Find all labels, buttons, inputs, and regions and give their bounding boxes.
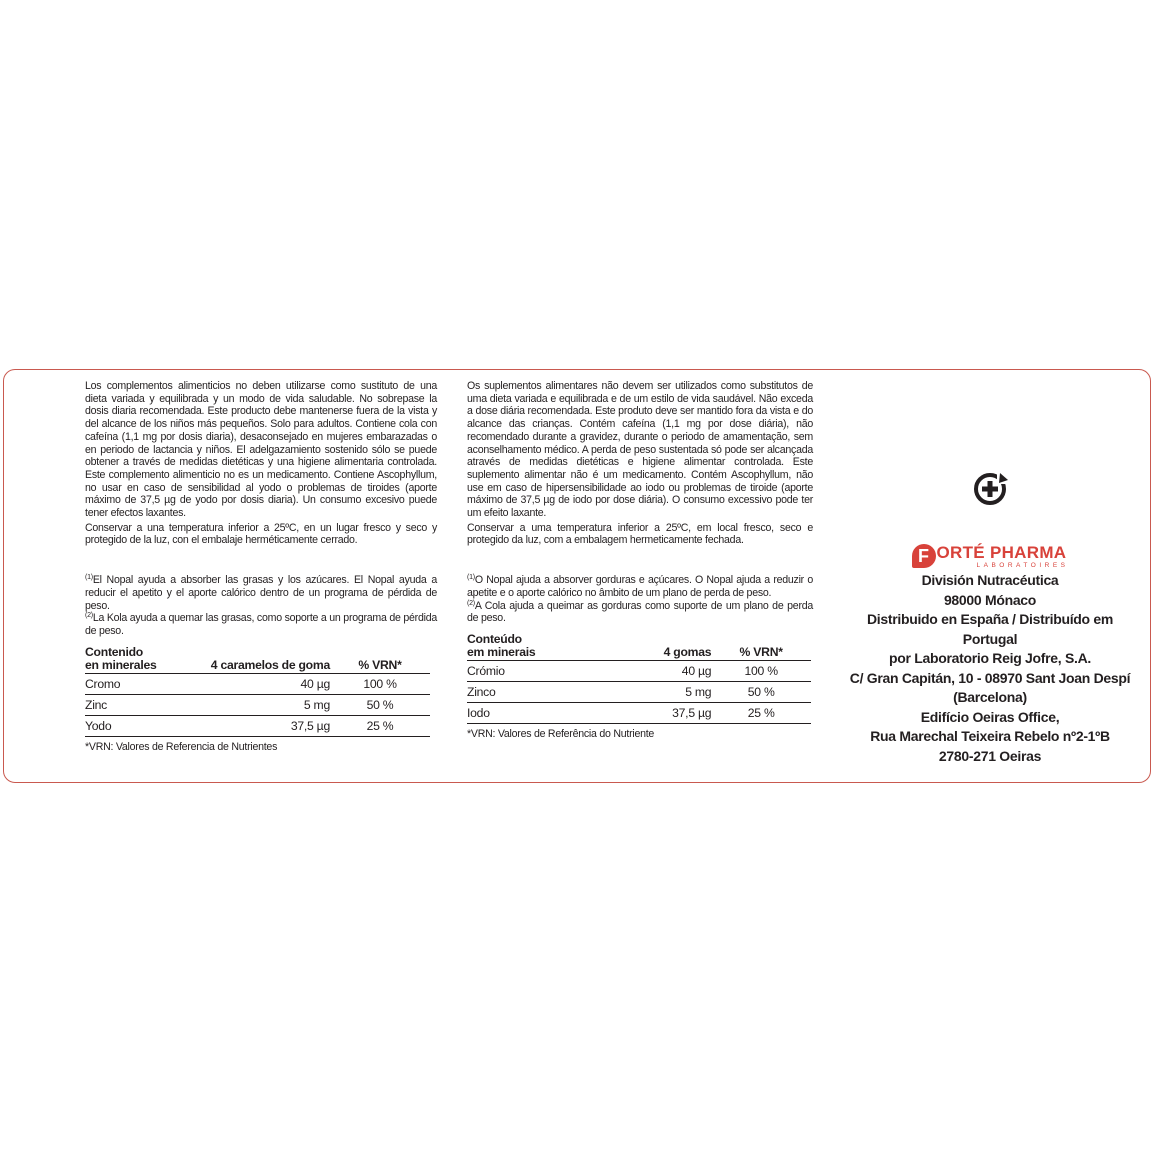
pt-header-vrn: % VRN*: [739, 644, 783, 659]
pt-row-1-mineral: Crómio: [467, 663, 505, 678]
es-row-3-vrn: 25 %: [366, 718, 394, 733]
forte-pharma-logo: [840, 544, 1140, 570]
address-line: Edifício Oeiras Office,: [920, 708, 1060, 725]
table-row: [467, 660, 811, 681]
pt-note-1: [467, 574, 813, 599]
brand-name: ORTÉ PHARMA: [936, 543, 1067, 562]
table-row: [85, 694, 430, 715]
table-header-row: [467, 633, 811, 661]
portuguese-column: [467, 380, 813, 741]
es-note-2-text: La Kola ayuda a quemar las grasas, como soporte a un programa de pérdida de peso.: [85, 612, 437, 637]
es-note-2: [85, 612, 437, 637]
es-note-1-text: El Nopal ayuda a absorber las grasas y los azúcares. El Nopal ayuda a reducir el apetito y el aporte calórico dentro de un programa de pérdida de peso.: [85, 574, 437, 612]
pt-note-1-mark: (1): [467, 574, 475, 582]
table-row: [467, 681, 811, 702]
es-row-1-amount: 40 µg: [300, 676, 330, 691]
address-line: Rua Marechal Teixeira Rebelo nº2-1ºB: [870, 728, 1110, 744]
recycle-cross-icon: [971, 470, 1009, 508]
pt-row-3-amount: 37,5 µg: [672, 705, 712, 720]
pt-row-3-mineral: Iodo: [467, 705, 490, 720]
es-row-2-amount: 5 mg: [303, 697, 330, 712]
table-row: [85, 673, 430, 694]
es-storage-paragraph: Conservar a una temperatura inferior a 25ºC, en un lugar fresco y seco y protegido de la luz, con el embalaje herméticamente cerrado.: [85, 521, 437, 547]
address-line: por Laboratorio Reig Jofre, S.A.: [889, 650, 1091, 666]
es-header-content: Contenido en minerales: [85, 644, 157, 672]
address-line: (Barcelona): [953, 689, 1027, 705]
es-mineral-table: [85, 646, 430, 737]
es-row-3-amount: 37,5 µg: [290, 718, 330, 733]
pt-note-2-text: A Cola ajuda a queimar as gorduras como suporte de um plano de perda de peso.: [467, 599, 813, 625]
pt-row-2-vrn: 50 %: [747, 684, 775, 699]
es-note-2-mark: (2): [85, 612, 93, 620]
pt-header-content: Conteúdo em minerais: [467, 631, 536, 659]
pt-note-1-text: O Nopal ajuda a absorver gorduras e açúcares. O Nopal ajuda a reduzir o apetite e o aporte calórico no âmbito de um plano de perda de peso.: [467, 574, 813, 599]
address-line: 98000 Mónaco: [943, 591, 1037, 608]
pt-warning-paragraph: Os suplementos alimentares não devem ser utilizados como substitutos de uma dieta variada e equilibrada e de um estilo de vida saudável. Não exceda a dose diária recomendada. Este produto deve ser mantido fora da vista e do alcance das crianças. Contém cafeína (1,1 mg por dose diária), não recomendado durante a gravidez, durante o periodo de amamentação, sem aconselhamento médico. A perda de peso sustentada só pode ser alcançada através de medidas dietéticas e higiene alimentar controlada. Este suplemento alimentar não é um medicamento. Contém Ascophyllum, não use em caso de hipersensibilidade ao iodo ou problemas de tiroide (aporte máximo de 37,5 µg de iodo por dose diária). O consumo excessivo pode ter um efeito laxante.: [467, 380, 813, 520]
logo-letter: F: [912, 544, 936, 568]
es-warning-paragraph: Los complementos alimenticios no deben utilizarse como sustituto de una dieta variada y equilibrada y un modo de vida saludable. No sobrepase la dosis diaria recomendada. Este producto debe mantenerse fuera de la vista y del alcance de los niños más pequeños. Solo para adultos. Contiene cola con cafeína (1,1 mg por dosis diaria), desaconsejado en mujeres embarazadas o en periodo de lactancia y niños. El adelgazamiento sostenido sólo se puede obtener a través de medidas dietéticas y una higiene alimentaria controlada. Este complemento alimenticio no es un medicamento. Contiene Ascophyllum, no usar en caso de sensibilidad al yodo o problemas de tiroides (aporte máximo de 37,5 µg de yodo por dosis diaria). Un consumo excesivo puede tener efectos laxantes.: [85, 380, 437, 520]
brand-address-block: [840, 470, 1140, 766]
address-line: Distribuido en España / Distribuído em Portugal: [866, 611, 1114, 647]
pt-row-2-mineral: Zinco: [467, 684, 496, 699]
pt-vrn-footnote: *VRN: Valores de Referência do Nutriente: [467, 727, 655, 740]
es-row-3-mineral: Yodo: [85, 718, 112, 733]
table-row: [85, 715, 430, 736]
es-row-2-mineral: Zinc: [85, 697, 108, 712]
spanish-column: [85, 380, 437, 753]
es-row-1-mineral: Cromo: [85, 676, 121, 691]
es-row-1-vrn: 100 %: [363, 676, 397, 691]
table-row: [467, 702, 811, 723]
pt-header-dose: 4 gomas: [663, 644, 712, 659]
es-note-1: [85, 574, 437, 612]
es-header-vrn: % VRN*: [358, 657, 402, 672]
pt-note-2: [467, 600, 813, 625]
es-header-dose: 4 caramelos de goma: [210, 657, 330, 672]
address-line: C/ Gran Capitán, 10 - 08970 Sant Joan Despí: [849, 669, 1131, 686]
pt-row-1-amount: 40 µg: [681, 663, 712, 678]
es-row-2-vrn: 50 %: [366, 697, 394, 712]
pt-mineral-table: [467, 633, 811, 724]
address-line: 2780-271 Oeiras: [938, 747, 1042, 764]
address: [840, 571, 1140, 766]
address-line: División Nutracéutica: [921, 572, 1059, 588]
brand-subtitle: LABORATOIRES: [976, 562, 1069, 569]
pt-row-3-vrn: 25 %: [747, 705, 775, 720]
pt-storage-paragraph: Conservar a uma temperatura inferior a 25ºC, em local fresco, seco e protegido da luz, com a embalagem hermeticamente fechada.: [467, 521, 813, 547]
es-vrn-footnote: *VRN: Valores de Referencia de Nutrientes: [85, 740, 278, 753]
pt-row-2-amount: 5 mg: [685, 684, 712, 699]
es-note-1-mark: (1): [85, 574, 93, 582]
pt-note-2-mark: (2): [467, 599, 475, 607]
pt-row-1-vrn: 100 %: [744, 663, 778, 678]
table-header-row: [85, 646, 430, 674]
